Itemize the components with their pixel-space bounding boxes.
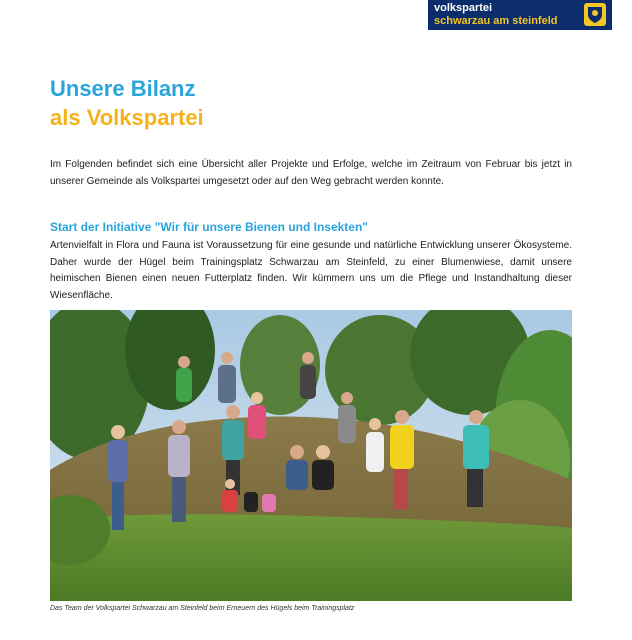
page-title-line1: Unsere Bilanz [50,76,196,101]
party-shield-icon [584,3,606,26]
section-paragraph: Artenvielfalt in Flora und Fauna ist Voraussetzung für eine gesunde und natürliche Entwicklung unserer Ökosysteme. Daher wurde der Hügel beim Trainingsplatz Schwarzau am Steinfeld, zu einer Blumenwiese, damit unsere heimischen Bienen einen neuen Futterplatz finden. Wir kümmern uns um die Pflege und Instandhaltung dieser Wiesenfläche. [50,240,572,301]
team-photo [50,310,572,601]
photo-caption: Das Team der Volkspartei Schwarzau am Steinfeld beim Erneuern des Hügels beim Trainingsplatz [50,605,355,612]
party-logo [428,0,612,30]
logo-text-line2: schwarzau am steinfeld [434,15,558,27]
page-title-line2: als Volkspartei [50,105,204,130]
intro-paragraph: Im Folgenden befindet sich eine Übersicht aller Projekte und Erfolge, welche im Zeitraum von Februar bis jetzt in unserer Gemeinde als Volkspartei umgesetzt oder auf den Weg gebracht werden konnte. [50,159,572,187]
section-title: Start der Initiative "Wir für unsere Bienen und Insekten" [50,220,368,234]
logo-text-line1: volkspartei [434,2,493,14]
